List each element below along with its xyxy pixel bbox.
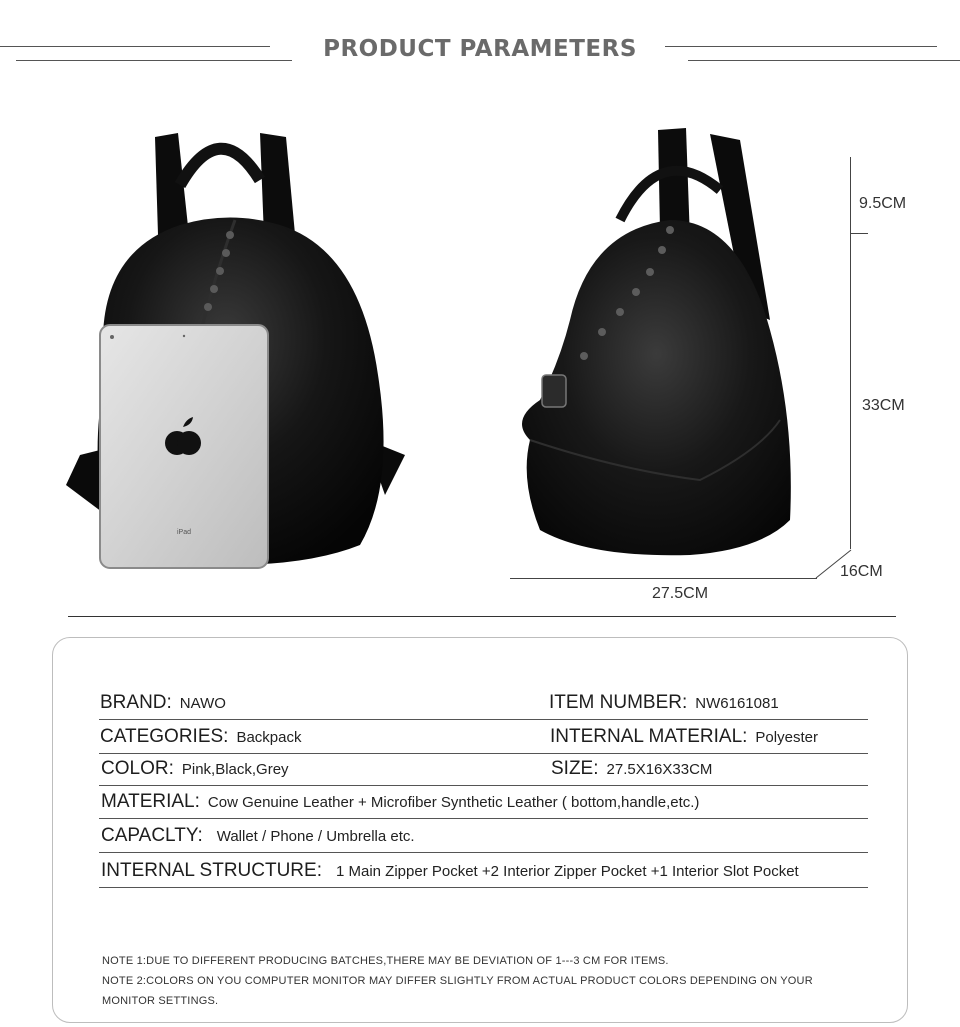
categories-value: Backpack <box>236 729 302 746</box>
material-field <box>101 791 699 813</box>
note-2: NOTE 2:COLORS ON YOU COMPUTER MONITOR MAY DIFFER SLIGHTLY FROM ACTUAL PRODUCT COLORS DEPENDING ON YOUR MONITOR SETTINGS. <box>102 975 813 1007</box>
item-number-field <box>549 692 779 714</box>
capacity-field <box>101 825 415 847</box>
note-1: NOTE 1:DUE TO DIFFERENT PRODUCING BATCHES,THERE MAY BE DEVIATION OF 1---3 CM FOR ITEMS. <box>102 955 669 967</box>
dimension-vertical-line <box>850 157 851 549</box>
spec-row-material <box>99 785 868 819</box>
structure-field <box>101 860 799 882</box>
item-number-label: ITEM NUMBER: <box>549 692 688 713</box>
capacity-value: Wallet / Phone / Umbrella etc. <box>216 828 415 845</box>
backpack-front-illustration <box>60 125 420 575</box>
page-title: PRODUCT PARAMETERS <box>323 36 637 62</box>
tablet-label: iPad <box>176 529 192 536</box>
dimension-handle-height: 9.5CM <box>859 195 907 212</box>
material-value: Cow Genuine Leather + Microfiber Synthetic Leather ( bottom,handle,etc.) <box>207 794 700 811</box>
categories-field <box>100 726 302 748</box>
item-number-value: NW6161081 <box>695 695 779 712</box>
backpack-front-image <box>60 125 420 575</box>
backpack-side-image <box>500 120 820 580</box>
color-value: Pink,Black,Grey <box>181 761 289 778</box>
spec-row-color <box>99 752 868 786</box>
spec-row-capacity <box>99 819 868 853</box>
internal-material-label: INTERNAL MATERIAL: <box>550 726 748 747</box>
material-label: MATERIAL: <box>101 791 200 812</box>
dimension-handle-tick <box>850 233 868 234</box>
structure-value: 1 Main Zipper Pocket +2 Interior Zipper Pocket +1 Interior Slot Pocket <box>335 863 799 880</box>
dimension-body-height: 33CM <box>862 397 905 414</box>
brand-label: BRAND: <box>100 692 172 713</box>
size-label: SIZE: <box>551 758 599 779</box>
dimension-width: 27.5CM <box>652 585 709 602</box>
brand-field <box>100 692 226 714</box>
backpack-side-illustration <box>500 120 820 580</box>
notes-block <box>102 951 862 1011</box>
brand-value: NAWO <box>179 695 226 712</box>
size-field <box>551 758 712 780</box>
spec-row-structure <box>99 854 868 888</box>
internal-material-value: Polyester <box>755 729 818 746</box>
dimension-width-line <box>510 578 817 579</box>
dimension-depth: 16CM <box>840 563 883 580</box>
color-field <box>101 758 289 780</box>
structure-label: INTERNAL STRUCTURE: <box>101 860 322 881</box>
spec-row-brand <box>99 686 868 720</box>
capacity-label: CAPACLTY: <box>101 825 203 846</box>
spec-row-categories <box>99 720 868 754</box>
size-value: 27.5X16X33CM <box>606 761 713 778</box>
color-label: COLOR: <box>101 758 174 779</box>
categories-label: CATEGORIES: <box>100 726 229 747</box>
internal-material-field <box>550 726 818 748</box>
section-divider <box>68 616 896 617</box>
